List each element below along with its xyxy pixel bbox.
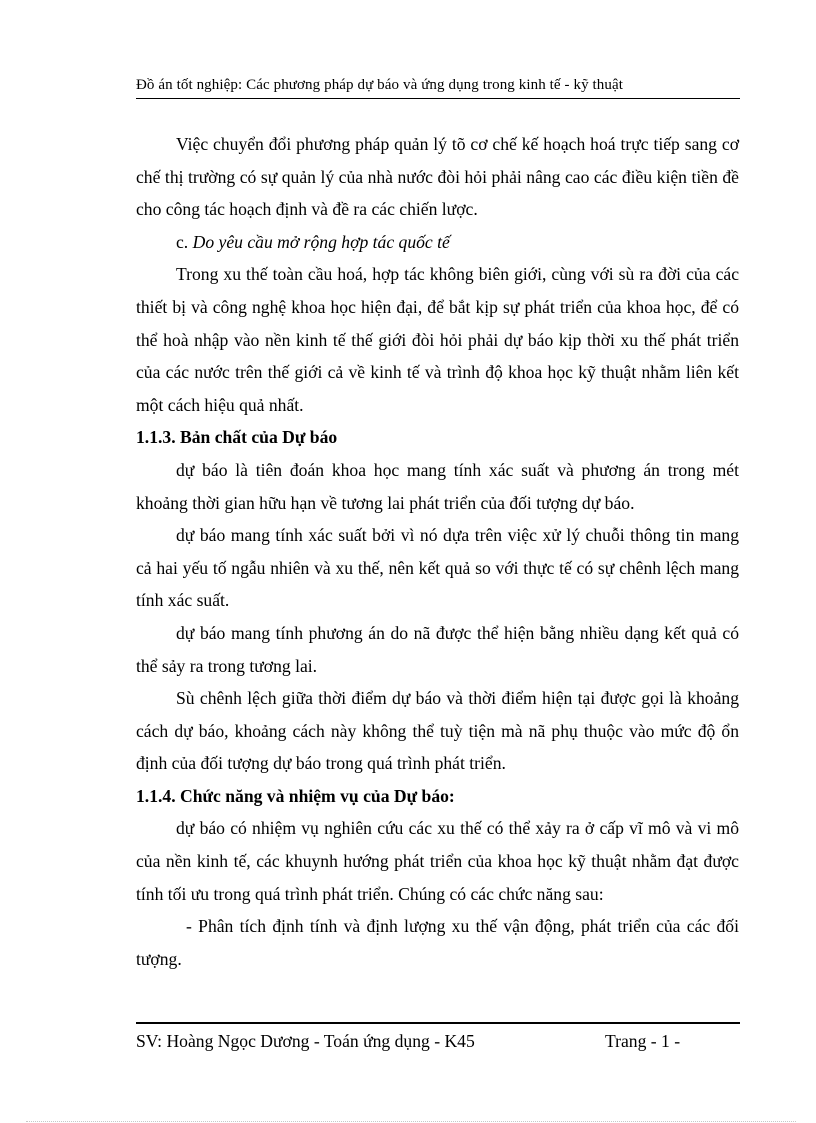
paragraph-6: Sù chênh lệch giữa thời điểm dự báo và thời điểm hiện tại được gọi là khoảng cách dự báo, khoảng cách này không thể tuỳ tiện mà nã phụ thuộc vào mức độ ổn định của đối tượng dự báo trong quá trình phát triển. <box>136 688 739 774</box>
paragraph-7: dự báo có nhiệm vụ nghiên cứu các xu thế có thể xảy ra ở cấp vĩ mô và vi mô của nền kinh tế, các khuynh hướng phát triển của khoa học kỹ thuật nhằm đạt được tính tối ưu trong quá trình phát triển. Chúng có các chức năng sau: <box>136 818 739 904</box>
page-number: Trang - 1 - <box>605 1031 681 1051</box>
heading-1-1-4: 1.1.4. Chức năng và nhiệm vụ của Dự báo: <box>136 785 455 806</box>
paragraph-4: dự báo mang tính xác suất bởi vì nó dựa trên việc xử lý chuỗi thông tin mang cả hai yếu tố ngẫu nhiên và xu thế, nên kết quả so với thực tế có sự chênh lệch mang tính xác suất. <box>136 525 739 611</box>
subsection-c <box>136 226 739 259</box>
subsection-c-label: c. <box>176 231 189 252</box>
heading-1-1-3: 1.1.3. Bản chất của Dự báo <box>136 427 338 448</box>
document-body <box>136 128 739 975</box>
paragraph-2: Trong xu thế toàn cầu hoá, hợp tác không biên giới, cùng với sù ra đời của các thiết bị và công nghệ khoa học hiện đại, để bắt kịp sự phát triển của khoa học, để có thể hoà nhập vào nền kinh tế thế giới đòi hỏi phải dự báo kịp thời xu thế phát triển của các nước trên thế giới cả về kinh tế và trình độ khoa học kỹ thuật nhằm liên kết một cách hiệu quả nhất. <box>136 264 739 415</box>
paragraph-3: dự báo là tiên đoán khoa học mang tính xác suất và phương án trong mét khoảng thời gian hữu hạn về tương lai phát triển của đối tượng dự báo. <box>136 459 739 513</box>
paragraph-5: dự báo mang tính phương án do nã được thể hiện bằng nhiều dạng kết quả có thể sảy ra trong tương lai. <box>136 622 739 676</box>
document-title: Đồ án tốt nghiệp: Các phương pháp dự báo và ứng dụng trong kinh tế - kỹ thuật <box>136 77 624 93</box>
subsection-c-title: Do yêu cầu mở rộng hợp tác quốc tế <box>192 231 450 252</box>
list-item-analysis: - Phân tích định tính và định lượng xu thế vận động, phát triển của các đối tượng. <box>136 916 739 969</box>
footer-author: SV: Hoàng Ngọc Dương - Toán ứng dụng - K45 <box>136 1031 475 1051</box>
page-header <box>136 74 740 99</box>
page-bottom-divider <box>26 1121 796 1122</box>
page-footer <box>136 1022 740 1051</box>
paragraph-1: Việc chuyển đổi phương pháp quản lý tõ cơ chế kế hoạch hoá trực tiếp sang cơ chế thị trường có sự quản lý của nhà nước đòi hỏi phải nâng cao các điều kiện tiền đề cho công tác hoạch định và đề ra các chiến lược. <box>136 134 739 220</box>
